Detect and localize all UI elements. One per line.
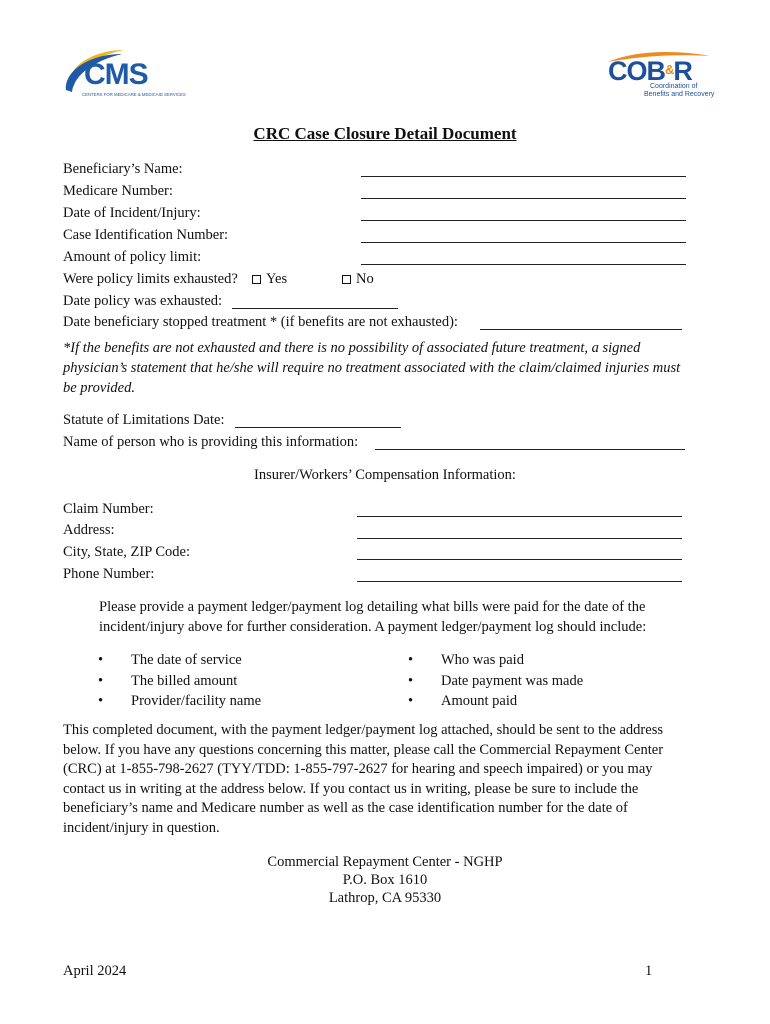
cms-logo-subtext: CENTERS FOR MEDICARE & MEDICAID SERVICES — [82, 92, 186, 97]
list-item: • The date of service — [98, 650, 261, 671]
date-stopped-label: Date beneficiary stopped treatment * (if benefits are not exhausted): — [63, 314, 458, 330]
yes-checkbox[interactable] — [252, 275, 261, 284]
cms-logo-text: CMS — [84, 58, 148, 91]
policy-exhausted-question: Were policy limits exhausted? — [63, 271, 238, 287]
cobr-logo-sub2: Benefits and Recovery — [644, 91, 715, 98]
address-line-3: Lathrop, CA 95330 — [328, 890, 442, 906]
footer-date: April 2024 — [63, 963, 127, 979]
cobr-logo-sub1: Coordination of — [650, 83, 698, 90]
cms-logo — [62, 46, 186, 102]
claim-number-field[interactable] — [357, 516, 682, 517]
city-state-zip-field[interactable] — [357, 559, 682, 560]
no-label: No — [356, 271, 374, 287]
future-treatment-note: *If the benefits are not exhausted and there is no possibility of associated future treatment, a signed physician’s statement that he/she will require no treatment associated with the claim/claimed injuries must be provided. — [63, 340, 681, 396]
date-stopped-field[interactable] — [480, 329, 682, 330]
case-id-label: Case Identification Number: — [63, 227, 229, 243]
case-id-field[interactable] — [361, 242, 686, 243]
yes-label: Yes — [266, 271, 288, 287]
policy-limit-field[interactable] — [361, 264, 686, 265]
no-option[interactable] — [342, 271, 374, 288]
cobr-logo — [606, 50, 716, 100]
provider-name-label: Name of person who is providing this information: — [63, 434, 359, 450]
ledger-list-left — [98, 650, 261, 712]
incident-date-label: Date of Incident/Injury: — [63, 205, 201, 221]
list-item: • The billed amount — [98, 671, 261, 692]
address-line-1: Commercial Repayment Center - NGHP — [267, 854, 503, 870]
list-item: • Amount paid — [408, 691, 583, 712]
ledger-intro: Please provide a payment ledger/payment log detailing what bills were paid for the date of the incident/injury above for further consideration. A payment ledger/payment log should include: — [99, 599, 647, 635]
yes-option[interactable] — [252, 271, 287, 288]
claim-number-label: Claim Number: — [63, 501, 154, 517]
statute-field[interactable] — [235, 427, 401, 428]
page-number: 1 — [645, 963, 653, 979]
statute-label: Statute of Limitations Date: — [63, 412, 225, 428]
medicare-number-label: Medicare Number: — [63, 183, 173, 199]
insurer-heading: Insurer/Workers’ Compensation Information: — [254, 467, 516, 483]
medicare-number-field[interactable] — [361, 198, 686, 199]
page-title: CRC Case Closure Detail Document — [253, 124, 517, 143]
incident-date-field[interactable] — [361, 220, 686, 221]
date-exhausted-field[interactable] — [232, 308, 398, 309]
policy-limit-label: Amount of policy limit: — [63, 249, 202, 265]
no-checkbox[interactable] — [342, 275, 351, 284]
list-item: • Date payment was made — [408, 671, 583, 692]
phone-number-label: Phone Number: — [63, 566, 155, 582]
address-field[interactable] — [357, 538, 682, 539]
cobr-logo-text: COB&R — [608, 56, 692, 86]
ledger-list-right — [408, 650, 583, 712]
list-item: • Provider/facility name — [98, 691, 261, 712]
beneficiary-name-field[interactable] — [361, 176, 686, 177]
address-line-2: P.O. Box 1610 — [342, 872, 428, 888]
beneficiary-name-label: Beneficiary’s Name: — [63, 161, 183, 177]
closing-paragraph: This completed document, with the payment ledger/payment log attached, should be sent to the address below. If you have any questions concerning this matter, please call the Commercial Repayment Center (CRC) at 1-855-798-2627 (TYY/TDD: 1-855-797-2627 for hearing and speech impaired) or you may contact us in writing at the address below. If you contact us in writing, please be sure to include the beneficiary’s name and Medicare number as well as the case identification number for the date of incident/injury in question. — [63, 722, 664, 836]
phone-number-field[interactable] — [357, 581, 682, 582]
provider-name-field[interactable] — [375, 449, 685, 450]
date-exhausted-label: Date policy was exhausted: — [63, 293, 223, 309]
list-item: • Who was paid — [408, 650, 583, 671]
city-state-zip-label: City, State, ZIP Code: — [63, 544, 191, 560]
address-label: Address: — [63, 522, 115, 538]
